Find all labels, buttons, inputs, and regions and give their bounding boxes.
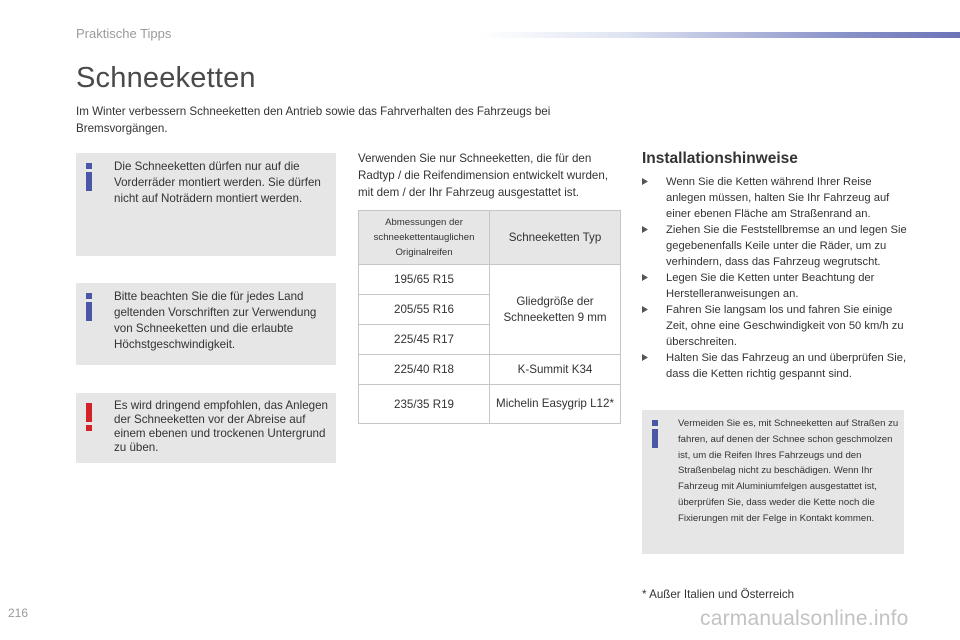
info-icon bbox=[650, 420, 660, 448]
watermark: carmanualsonline.info bbox=[700, 607, 909, 630]
table-header-chain-type: Schneeketten Typ bbox=[490, 211, 621, 265]
info-note-melted-snow bbox=[642, 410, 904, 554]
table-row bbox=[359, 385, 621, 424]
warning-icon bbox=[84, 403, 94, 431]
list-item bbox=[642, 270, 910, 302]
list-item-text: Wenn Sie die Ketten während Ihrer Reise anlegen müssen, halten Sie Ihr Fahrzeug auf einer ebenen Fläche am Straßenrand an. bbox=[666, 176, 890, 220]
bullet-icon bbox=[642, 226, 648, 233]
installation-list bbox=[642, 174, 910, 382]
chain-type-cell: Michelin Easygrip L12* bbox=[490, 385, 621, 424]
warning-note-practice bbox=[76, 393, 336, 463]
info-icon bbox=[84, 293, 94, 321]
page-number: 216 bbox=[8, 606, 29, 620]
tire-size-cell: 235/35 R19 bbox=[359, 385, 490, 424]
list-item bbox=[642, 350, 910, 382]
chain-type-cell: K-Summit K34 bbox=[490, 355, 621, 385]
bullet-icon bbox=[642, 306, 648, 313]
table-row bbox=[359, 355, 621, 385]
header-accent-bar bbox=[480, 32, 960, 38]
footnote: * Außer Italien und Österreich bbox=[642, 588, 795, 601]
table-header-row bbox=[359, 211, 621, 265]
tire-size-cell: 195/65 R15 bbox=[359, 265, 490, 295]
table-header-tire-size: Abmessungen der schneekettentauglichen Originalreifen bbox=[359, 211, 490, 265]
page-title: Schneeketten bbox=[76, 62, 256, 94]
list-item bbox=[642, 302, 910, 350]
tire-size-cell: 205/55 R16 bbox=[359, 295, 490, 325]
note-text: Bitte beachten Sie die für jedes Land geltenden Vorschriften zur Verwendung von Schneeketten und die erlaubte Höchstgeschwindigkeit. bbox=[114, 290, 317, 351]
tire-size-cell: 225/40 R18 bbox=[359, 355, 490, 385]
table-intro: Verwenden Sie nur Schneeketten, die für den Radtyp / die Reifendimension entwickelt wurden, mit dem / der Ihr Fahrzeug ausgestattet ist. bbox=[358, 152, 609, 199]
list-item bbox=[642, 174, 910, 222]
info-note-regulations bbox=[76, 283, 336, 365]
list-item-text: Fahren Sie langsam los und fahren Sie einige Zeit, ohne eine Geschwindigkeit von 50 km/h zu überschreiten. bbox=[666, 304, 904, 348]
list-item-text: Legen Sie die Ketten unter Beachtung der Herstelleranweisungen an. bbox=[666, 272, 875, 300]
snow-chain-table bbox=[358, 210, 621, 424]
note-text: Die Schneeketten dürfen nur auf die Vorderräder montiert werden. Sie dürfen nicht auf Noträdern montiert werden. bbox=[114, 160, 321, 205]
list-item bbox=[642, 222, 910, 270]
info-note-front-wheels bbox=[76, 153, 336, 256]
table-row bbox=[359, 265, 621, 295]
bullet-icon bbox=[642, 354, 648, 361]
note-text: Es wird dringend empfohlen, das Anlegen der Schneeketten vor der Abreise auf einem ebenen und trockenen Untergrund zu üben. bbox=[114, 399, 328, 454]
installation-heading: Installationshinweise bbox=[642, 150, 798, 167]
list-item-text: Ziehen Sie die Feststellbremse an und legen Sie gegebenenfalls Keile unter die Räder, um zu verhindern, dass das Fahrzeug wegrutscht. bbox=[666, 224, 907, 268]
chain-type-cell: Gliedgröße der Schneeketten 9 mm bbox=[490, 265, 621, 355]
bullet-icon bbox=[642, 178, 648, 185]
bullet-icon bbox=[642, 274, 648, 281]
tire-size-cell: 225/45 R17 bbox=[359, 325, 490, 355]
note-text: Vermeiden Sie es, mit Schneeketten auf Straßen zu fahren, auf denen der Schnee schon geschmolzen ist, um die Reifen Ihres Fahrzeugs und den Straßenbelag nicht zu beschädigen. Wenn Ihr Fahrzeug mit Aluminiumfelgen ausgestattet ist, überprüfen Sie, dass weder die Kette noch die Fixierungen mit der Felge in Kontakt kommen. bbox=[678, 418, 899, 524]
intro-paragraph: Im Winter verbessern Schneeketten den Antrieb sowie das Fahrverhalten des Fahrzeugs bei Bremsvorgängen. bbox=[76, 105, 551, 135]
list-item-text: Halten Sie das Fahrzeug an und überprüfen Sie, dass die Ketten richtig gespannt sind. bbox=[666, 352, 907, 380]
info-icon bbox=[84, 163, 94, 191]
section-label: Praktische Tipps bbox=[76, 26, 172, 41]
